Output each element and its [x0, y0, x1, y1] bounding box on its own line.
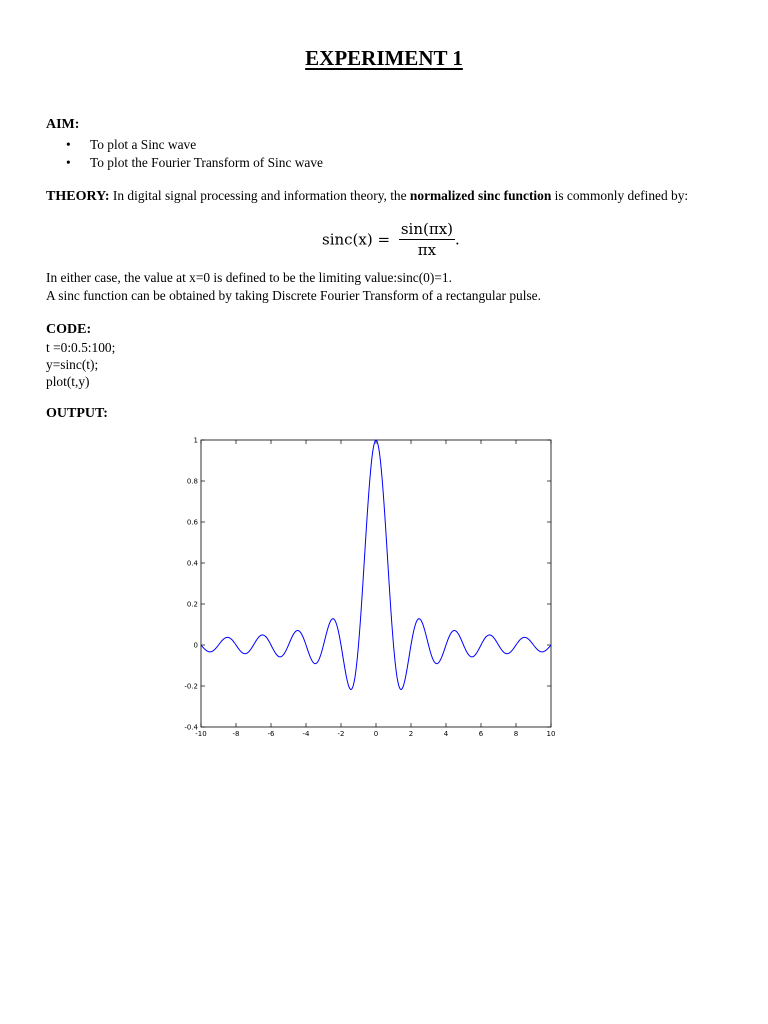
y-tick-label: 0 [193, 641, 198, 650]
output-heading: OUTPUT: [46, 406, 108, 421]
bullet-icon: • [66, 137, 71, 152]
x-tick-label: 4 [443, 730, 449, 738]
x-tick-label: -2 [337, 730, 345, 738]
sinc-plot [180, 430, 570, 750]
x-tick-label: -8 [232, 730, 240, 738]
formula-trail: . [455, 230, 460, 249]
plot-frame [201, 440, 551, 727]
formula-fraction [399, 220, 455, 259]
aim-item-2: To plot the Fourier Transform of Sinc wave [90, 155, 324, 170]
aim-heading: AIM: [46, 117, 80, 132]
theory-text-before: In digital signal processing and information theory, the [109, 188, 410, 203]
formula-denominator: πx [417, 241, 437, 259]
theory-paragraph [46, 188, 688, 205]
y-tick-label: -0.2 [184, 682, 198, 691]
x-tick-label: -10 [195, 730, 207, 738]
x-tick-label: -6 [267, 730, 275, 738]
theory-line-2: In either case, the value at x=0 is defined to be the limiting value:sinc(0)=1. [46, 270, 452, 285]
sinc-formula [322, 220, 460, 259]
y-tick-label: 1 [193, 436, 198, 445]
page-title: EXPERIMENT 1 [305, 46, 463, 70]
formula-numerator: sin(πx) [400, 220, 454, 238]
code-line-2: y=sinc(t); [46, 357, 99, 372]
y-tick-label: 0.2 [186, 600, 198, 609]
x-tick-label: 0 [373, 730, 379, 738]
x-tick-label: -4 [302, 730, 310, 738]
aim-item-1: To plot a Sinc wave [90, 137, 197, 152]
y-tick-label: 0.4 [186, 559, 198, 568]
code-line-1: t =0:0.5:100; [46, 340, 116, 355]
code-line-3: plot(t,y) [46, 374, 90, 389]
formula-lhs: sinc(x) = [322, 230, 391, 249]
y-tick-label: -0.4 [184, 723, 198, 732]
bullet-icon: • [66, 155, 71, 170]
theory-heading: THEORY: [46, 189, 110, 204]
y-tick-label: 0.8 [186, 477, 198, 486]
theory-line-3: A sinc function can be obtained by taking Discrete Fourier Transform of a rectangular pulse. [46, 288, 541, 303]
sinc-plot-svg [180, 430, 570, 745]
x-tick-label: 6 [478, 730, 484, 738]
theory-text-after: is commonly defined by: [551, 188, 689, 203]
theory-bold-term: normalized sinc function [409, 188, 552, 203]
x-tick-label: 8 [513, 730, 519, 738]
x-tick-label: 10 [546, 730, 556, 738]
code-heading: CODE: [46, 322, 92, 337]
x-tick-label: 2 [408, 730, 414, 738]
y-tick-label: 0.6 [186, 518, 198, 527]
